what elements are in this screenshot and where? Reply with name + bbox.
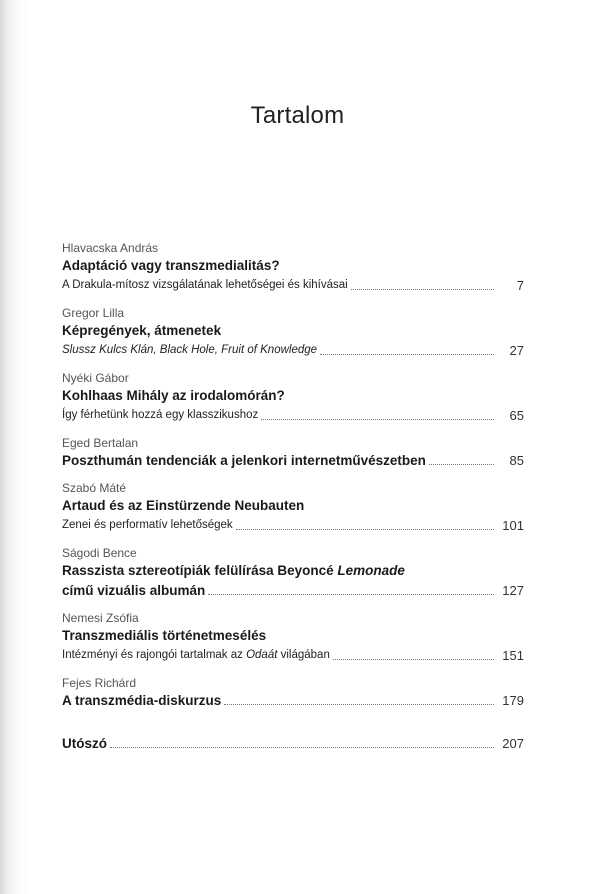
toc-entry	[62, 610, 524, 665]
entry-author: Nemesi Zsófia	[62, 611, 139, 625]
dot-leader	[208, 594, 494, 595]
entry-author: Szabó Máté	[62, 481, 127, 495]
entry-heading-text: Rasszista sztereotípiák felülírása Beyoncé	[62, 563, 338, 578]
entry-author: Nyéki Gábor	[62, 371, 129, 385]
entry-subtitle-line	[62, 516, 524, 535]
entry-heading-continued: című vizuális albumán	[62, 583, 206, 598]
entry-author: Fejes Richárd	[62, 676, 137, 690]
entry-heading: Képregények, átmenetek	[62, 323, 222, 338]
entry-heading: Kohlhaas Mihály az irodalomórán?	[62, 388, 285, 403]
toc-entry	[62, 435, 524, 470]
page-number: 65	[509, 408, 524, 423]
dot-leader	[351, 289, 494, 290]
entry-subtitle-text: Intézményi és rajongói tartalmak az	[62, 649, 247, 661]
entry-subtitle-italic: Odaát	[246, 649, 278, 661]
afterword-line	[62, 734, 524, 753]
entry-subtitle-line	[62, 341, 524, 360]
page-number: 151	[502, 648, 524, 663]
dot-leader	[224, 704, 494, 705]
entry-heading: A transzmédia-diskurzus	[62, 693, 222, 708]
entry-heading-line	[62, 691, 524, 710]
toc-entry	[62, 480, 524, 535]
entry-subtitle-text-end: világában	[277, 649, 330, 661]
entry-subtitle: Zenei és performatív lehetőségek	[62, 519, 233, 531]
toc-entry	[62, 240, 524, 295]
toc-entry	[62, 675, 524, 710]
entry-heading-line	[62, 451, 524, 470]
dot-leader	[261, 419, 494, 420]
page-number: 127	[502, 583, 524, 598]
entry-author: Eged Bertalan	[62, 436, 139, 450]
page-number: 101	[502, 518, 524, 533]
page-number: 85	[509, 453, 524, 468]
dot-leader	[110, 747, 494, 748]
toc-entry	[62, 545, 524, 600]
toc-entry	[62, 370, 524, 425]
dot-leader	[320, 354, 494, 355]
page-title: Tartalom	[250, 102, 345, 129]
entry-author: Ságodi Bence	[62, 546, 137, 560]
entry-heading	[62, 561, 524, 581]
entry-subtitle: Így férhetünk hozzá egy klasszikushoz	[62, 409, 259, 421]
afterword-label: Utószó	[62, 736, 107, 751]
page-number: 179	[502, 693, 524, 708]
entry-subtitle: A Drakula-mítosz vizsgálatának lehetőségei és kihívásai	[62, 279, 348, 291]
toc-afterword	[62, 734, 524, 753]
entry-subtitle	[62, 646, 330, 665]
entry-author: Hlavacska András	[62, 241, 159, 255]
page-number: 207	[502, 736, 524, 751]
entry-heading: Transzmediális történetmesélés	[62, 628, 267, 643]
entry-subtitle-line	[62, 646, 524, 665]
page-number: 7	[516, 278, 524, 293]
page-number: 27	[509, 343, 524, 358]
entry-heading: Artaud és az Einstürzende Neubauten	[62, 498, 305, 513]
entry-heading: Poszthumán tendenciák a jelenkori internetművészetben	[62, 453, 426, 468]
dot-leader	[429, 464, 494, 465]
entry-subtitle-line	[62, 406, 524, 425]
entry-subtitle: Slussz Kulcs Klán, Black Hole, Fruit of Knowledge	[62, 344, 318, 356]
dot-leader	[333, 659, 494, 660]
dot-leader	[236, 529, 494, 530]
entry-heading-line-2	[62, 581, 524, 600]
toc-entry	[62, 305, 524, 360]
entry-heading: Adaptáció vagy transzmedialitás?	[62, 258, 280, 273]
entry-author: Gregor Lilla	[62, 306, 125, 320]
entry-heading-italic: Lemonade	[337, 563, 405, 578]
entry-subtitle-line	[62, 276, 524, 295]
